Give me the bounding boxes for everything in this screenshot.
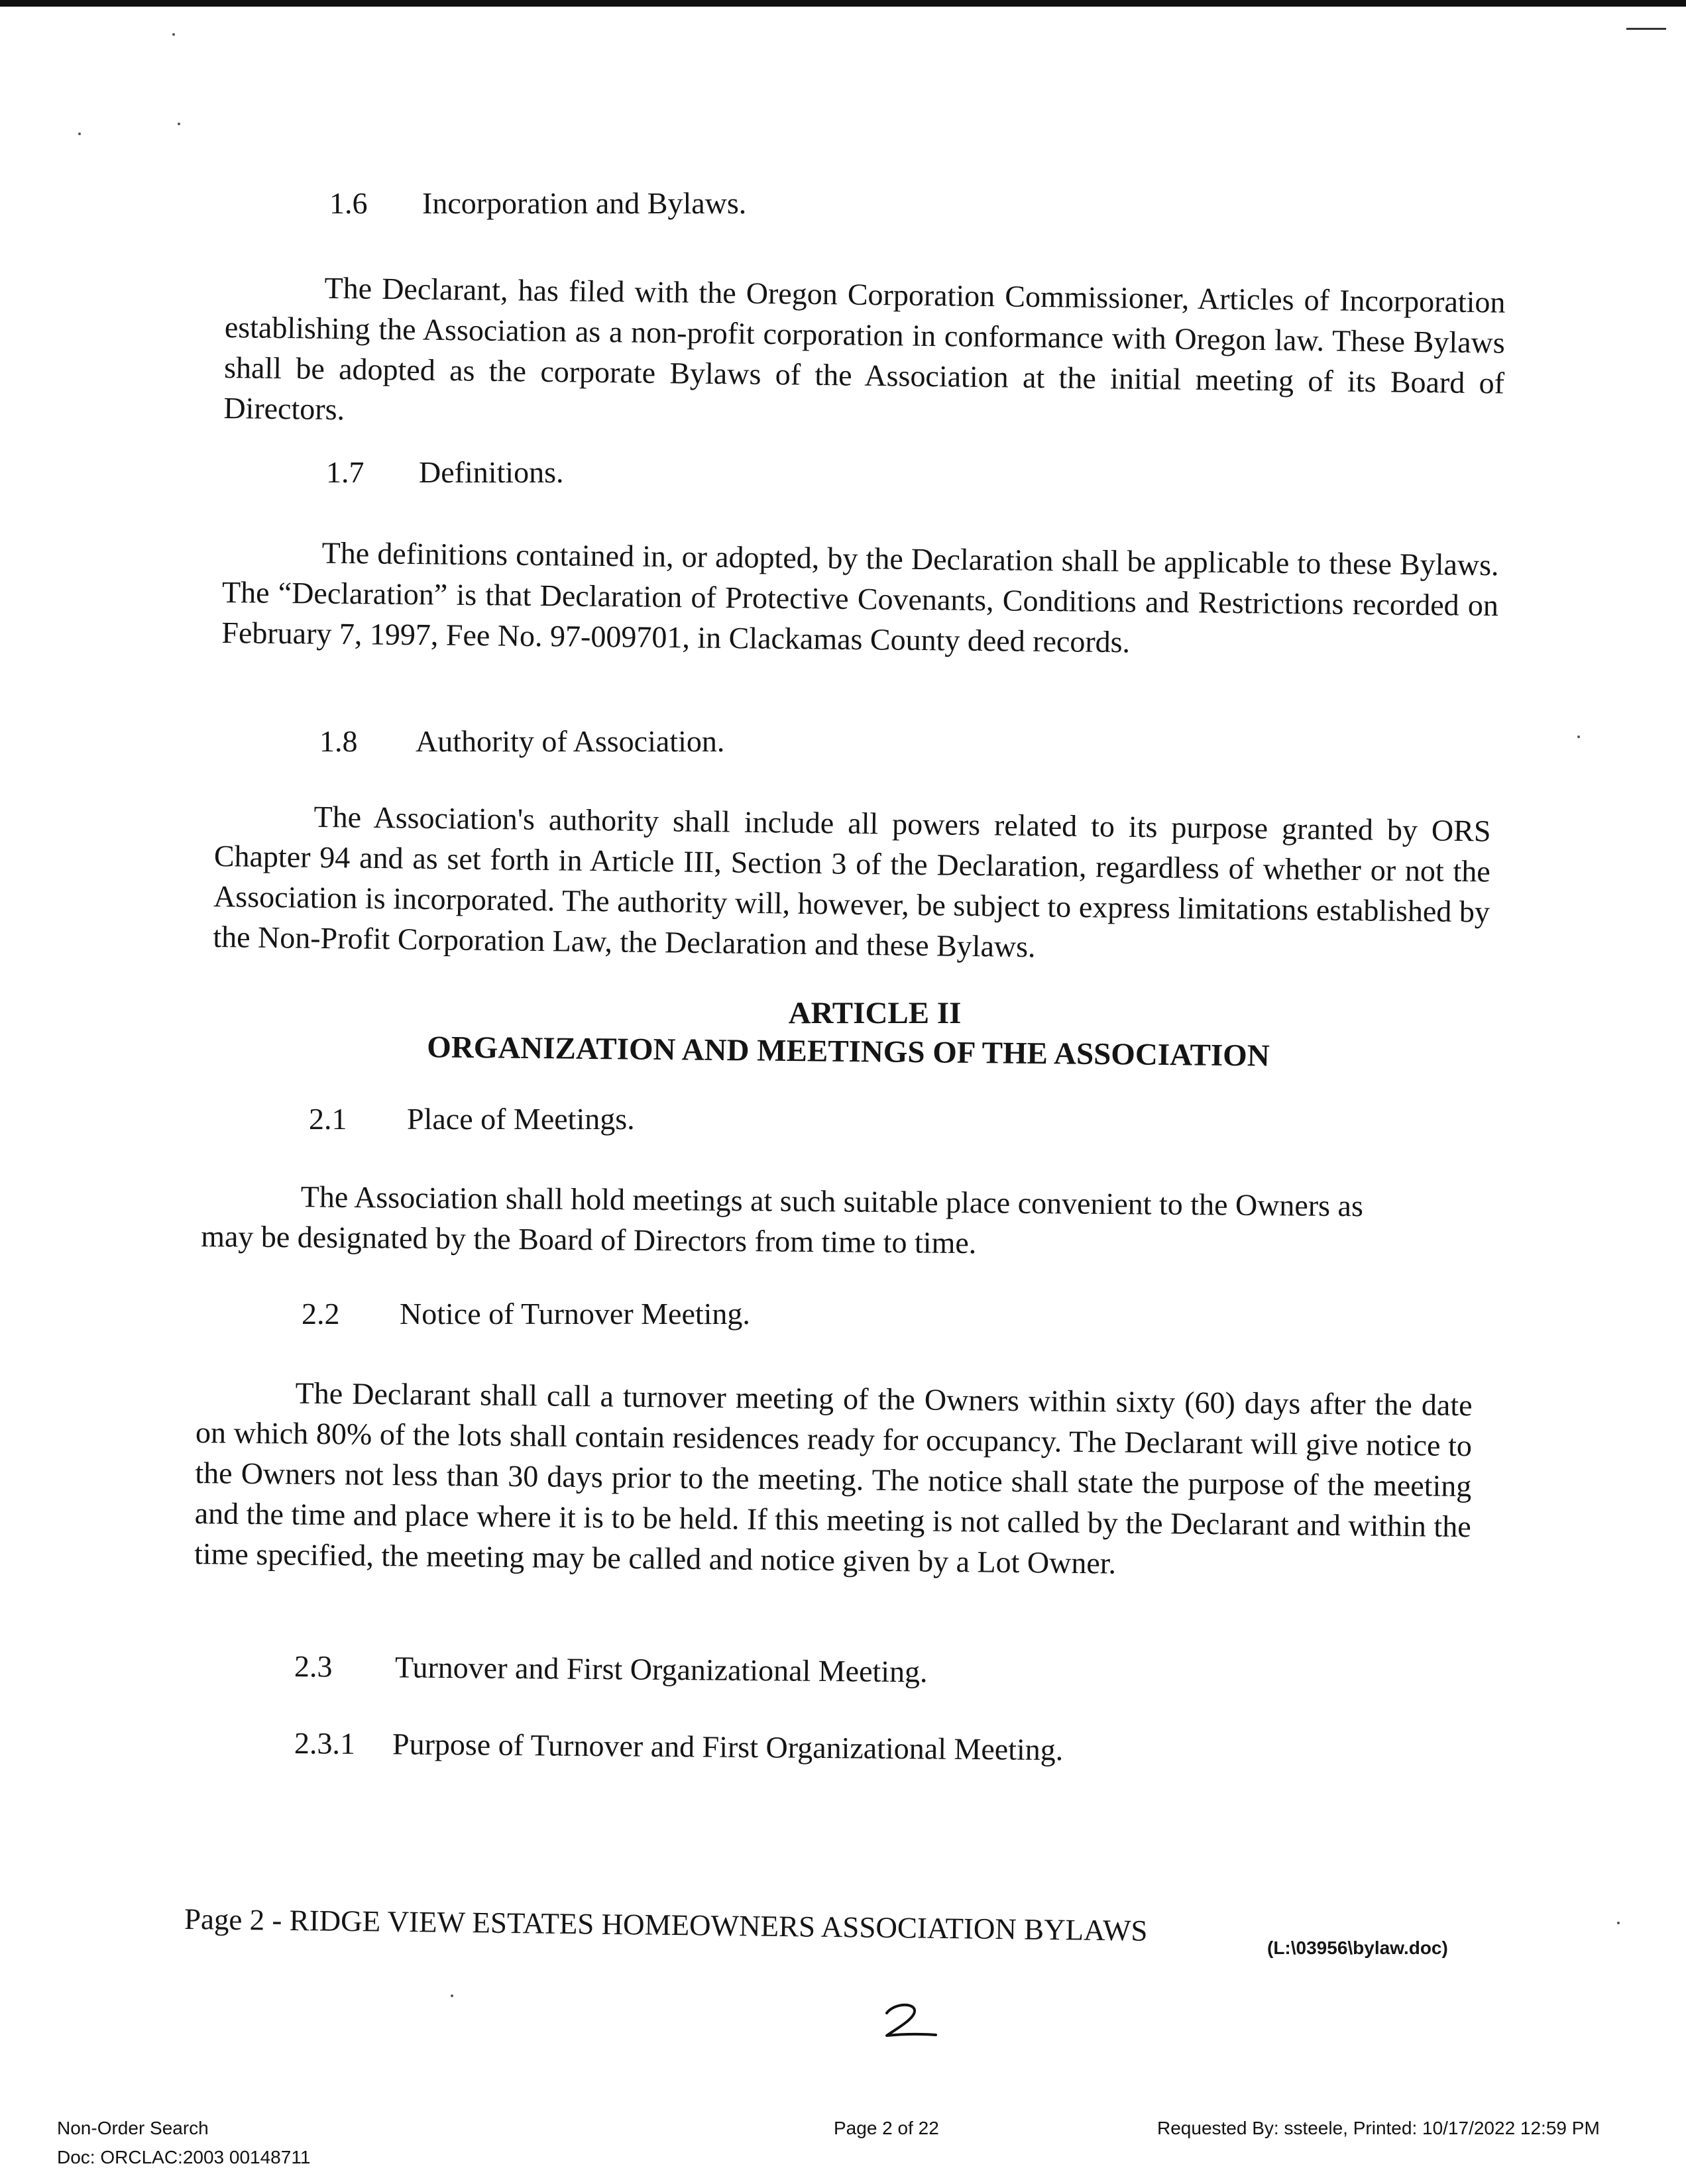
scan-speck xyxy=(78,133,81,135)
search-type: Non-Order Search xyxy=(57,2118,209,2138)
section-number: 2.3 xyxy=(294,1649,333,1684)
section-body: The definitions contained in, or adopted, by the Declaration shall be applicable to these Bylaws. The “Declaration” is that Declaration of Protective Covenants, Conditions and Restrictions recorded on February 7, 1997, Fee No. 97-009701, in Clackamas County deed records. xyxy=(221,535,1499,659)
section-body: The Declarant, has filed with the Oregon Corporation Commissioner, Articles of Incorporation establishing the Association as a non-profit corporation in conformance with Oregon law. These Bylaws shall be adopted as the corporate Bylaws of the Association at the initial meeting of its Board of Directors. xyxy=(223,270,1506,427)
section-heading xyxy=(294,1725,1064,1767)
section-number: 2.2 xyxy=(302,1297,340,1331)
section-heading xyxy=(309,1101,635,1136)
section-number: 1.8 xyxy=(319,724,358,758)
section-number: 2.3.1 xyxy=(294,1726,356,1761)
page-footer-title: Page 2 - RIDGE VIEW ESTATES HOMEOWNERS ASSOCIATION BYLAWS xyxy=(184,1902,1148,1947)
section-title: Notice of Turnover Meeting. xyxy=(400,1297,750,1331)
section-title: Authority of Association. xyxy=(416,724,725,758)
margin-mark xyxy=(1626,28,1666,30)
scan-speck xyxy=(451,1994,453,1997)
section-title: Definitions. xyxy=(419,455,564,489)
section-heading xyxy=(294,1649,928,1689)
article-number: ARTICLE II xyxy=(788,996,962,1030)
section-number: 1.7 xyxy=(326,455,365,489)
file-reference: (L:\03956\bylaw.doc) xyxy=(1267,1938,1448,1958)
section-heading xyxy=(302,1296,750,1331)
article-title: ORGANIZATION AND MEETINGS OF THE ASSOCIATION xyxy=(427,1030,1270,1073)
section-number: 1.6 xyxy=(329,186,368,220)
page-counter: Page 2 of 22 xyxy=(834,2118,939,2138)
section-body: The Association shall hold meetings at such suitable place convenient to the Owners as may be designated by the Board of Directors from time to time. xyxy=(200,1179,1364,1260)
section-number: 2.1 xyxy=(309,1102,347,1136)
request-info: Requested By: ssteele, Printed: 10/17/2022 12:59 PM xyxy=(1157,2118,1600,2138)
document-id: Doc: ORCLAC:2003 00148711 xyxy=(57,2147,311,2167)
section-body: The Declarant shall call a turnover meeting of the Owners within sixty (60) days after the date on which 80% of the lots shall contain residences ready for occupancy. The Declarant will give notice to the Owners not less than 30 days prior to the meeting. The notice shall state the purpose of the meeting and the time and place where it is to be held. If this meeting is not called by the Declarant and within the time specified, the meeting may be called and notice given by a Lot Owner. xyxy=(194,1376,1473,1580)
section-title: Incorporation and Bylaws. xyxy=(422,186,747,220)
section-heading xyxy=(329,186,746,221)
handwritten-page-number xyxy=(881,2001,941,2041)
scan-speck xyxy=(1577,736,1580,738)
section-heading xyxy=(319,724,724,759)
section-body: The Association's authority shall include all powers related to its purpose granted by ORS Chapter 94 and as set forth in Article III, Section 3 of the Declaration, regardless of whether or not the Association is incorporated. The authority will, however, be subject to express limitations established by the Non-Profit Corporation Law, the Declaration and these Bylaws. xyxy=(213,799,1491,964)
scan-speck xyxy=(172,33,175,36)
scan-top-edge xyxy=(0,0,1686,7)
section-heading xyxy=(326,455,563,490)
scan-speck xyxy=(178,123,180,125)
section-title: Turnover and First Organizational Meeting. xyxy=(394,1650,928,1689)
scan-speck xyxy=(1617,1922,1620,1924)
section-title: Purpose of Turnover and First Organizational Meeting. xyxy=(392,1727,1064,1767)
section-title: Place of Meetings. xyxy=(407,1102,635,1136)
